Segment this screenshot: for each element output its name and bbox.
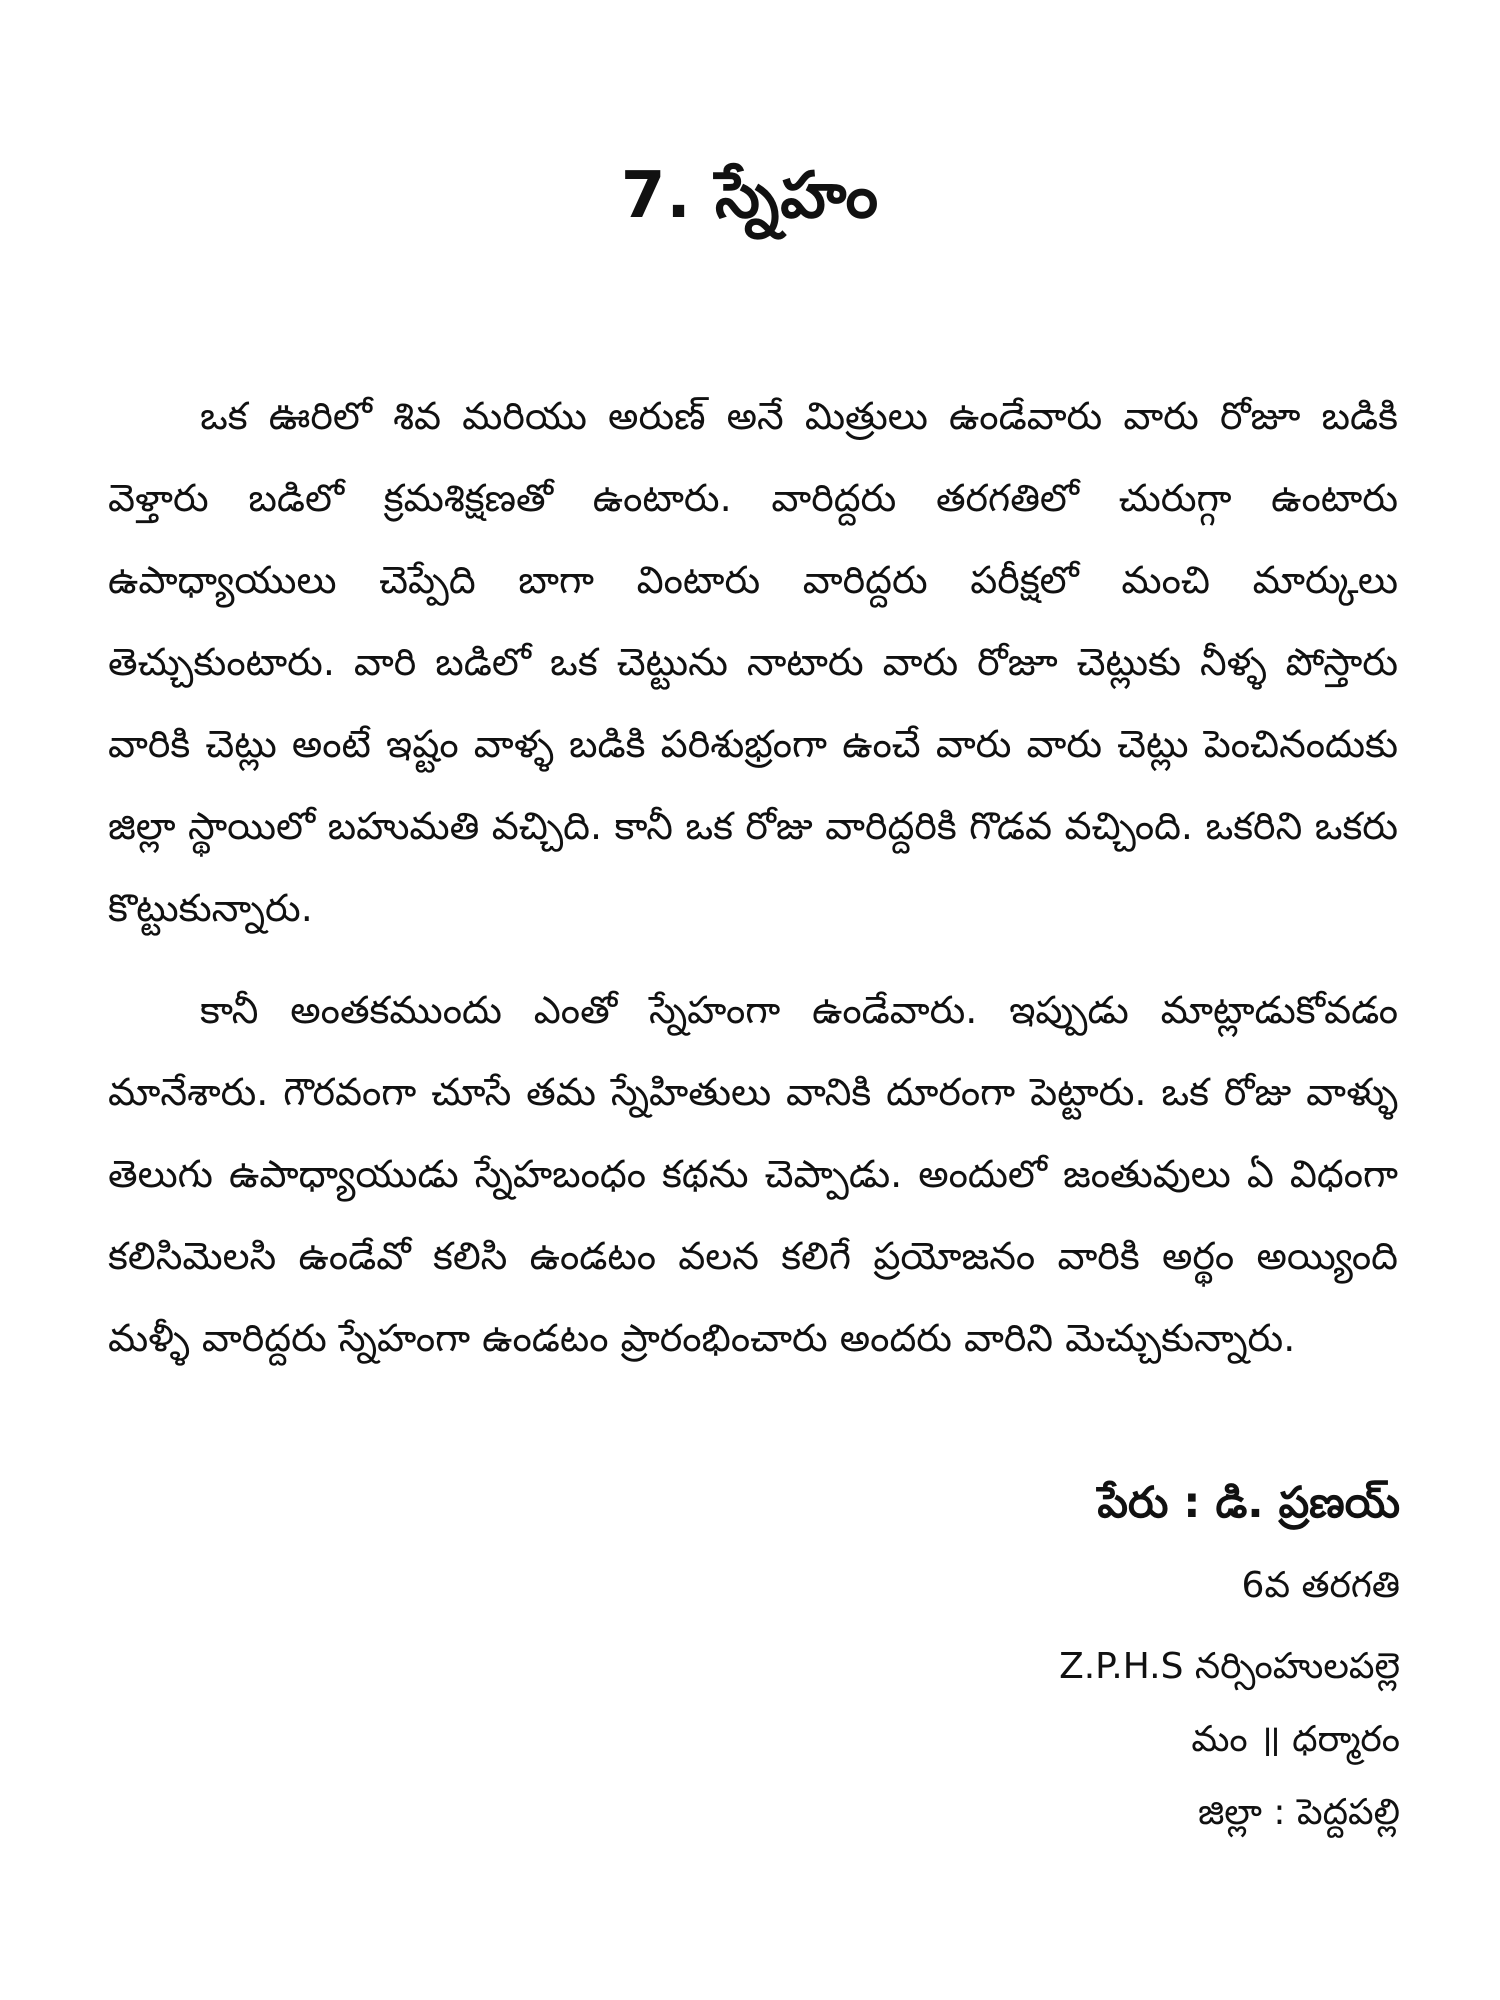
mandal-name: మం ॥ ధర్మారం: [1191, 1718, 1400, 1760]
author-signature-block: [880, 1478, 1400, 1834]
story-body: [108, 375, 1398, 1379]
district-name: జిల్లా : పెద్దపల్లి: [1197, 1792, 1400, 1834]
story-title: 7. స్నేహం: [620, 158, 880, 233]
author-class: 6వ తరగతి: [1241, 1564, 1400, 1606]
school-name: Z.P.H.S నర్సింహులపల్లె: [1059, 1645, 1400, 1687]
story-paragraph-2: కానీ అంతకముందు ఎంతో స్నేహంగా ఉండేవారు. ఇప్పుడు మాట్లాడుకోవడం మానేశారు. గౌరవంగా చూసే తమ స్నేహితులు వానికి దూరంగా పెట్టారు. ఒక రోజు వాళ్ళు తెలుగు ఉపాధ్యాయుడు స్నేహబంధం కథను చెప్పాడు. అందులో జంతువులు ఏ విధంగా కలిసిమెలసి ఉండేవో కలిసి ఉండటం వలన కలిగే ప్రయోజనం వారికి అర్థం అయ్యింది మళ్ళీ వారిద్దరు స్నేహంగా ఉండటం ప్రారంభించారు అందరు వారిని మెచ్చుకున్నారు.: [108, 988, 1398, 1360]
story-paragraph-1: ఒక ఊరిలో శివ మరియు అరుణ్ అనే మిత్రులు ఉండేవారు వారు రోజూ బడికి వెళ్తారు బడిలో క్రమశిక్షణతో ఉంటారు. వారిద్దరు తరగతిలో చురుగ్గా ఉంటారు ఉపాధ్యాయులు చెప్పేది బాగా వింటారు వారిద్దరు పరీక్షలో మంచి మార్కులు తెచ్చుకుంటారు. వారి బడిలో ఒక చెట్టును నాటారు వారు రోజూ చెట్లుకు నీళ్ళ పోస్తారు వారికి చెట్లు అంటే ఇష్టం వాళ్ళ బడికి పరిశుభ్రంగా ఉంచే వారు వారు చెట్లు పెంచినందుకు జిల్లా స్థాయిలో బహుమతి వచ్చిది. కానీ ఒక రోజు వారిద్దరికి గొడవ వచ్చింది. ఒకరిని ఒకరు కొట్టుకున్నారు.: [108, 394, 1398, 930]
author-name: పేరు : డి. ప్రణయ్: [1097, 1478, 1400, 1528]
